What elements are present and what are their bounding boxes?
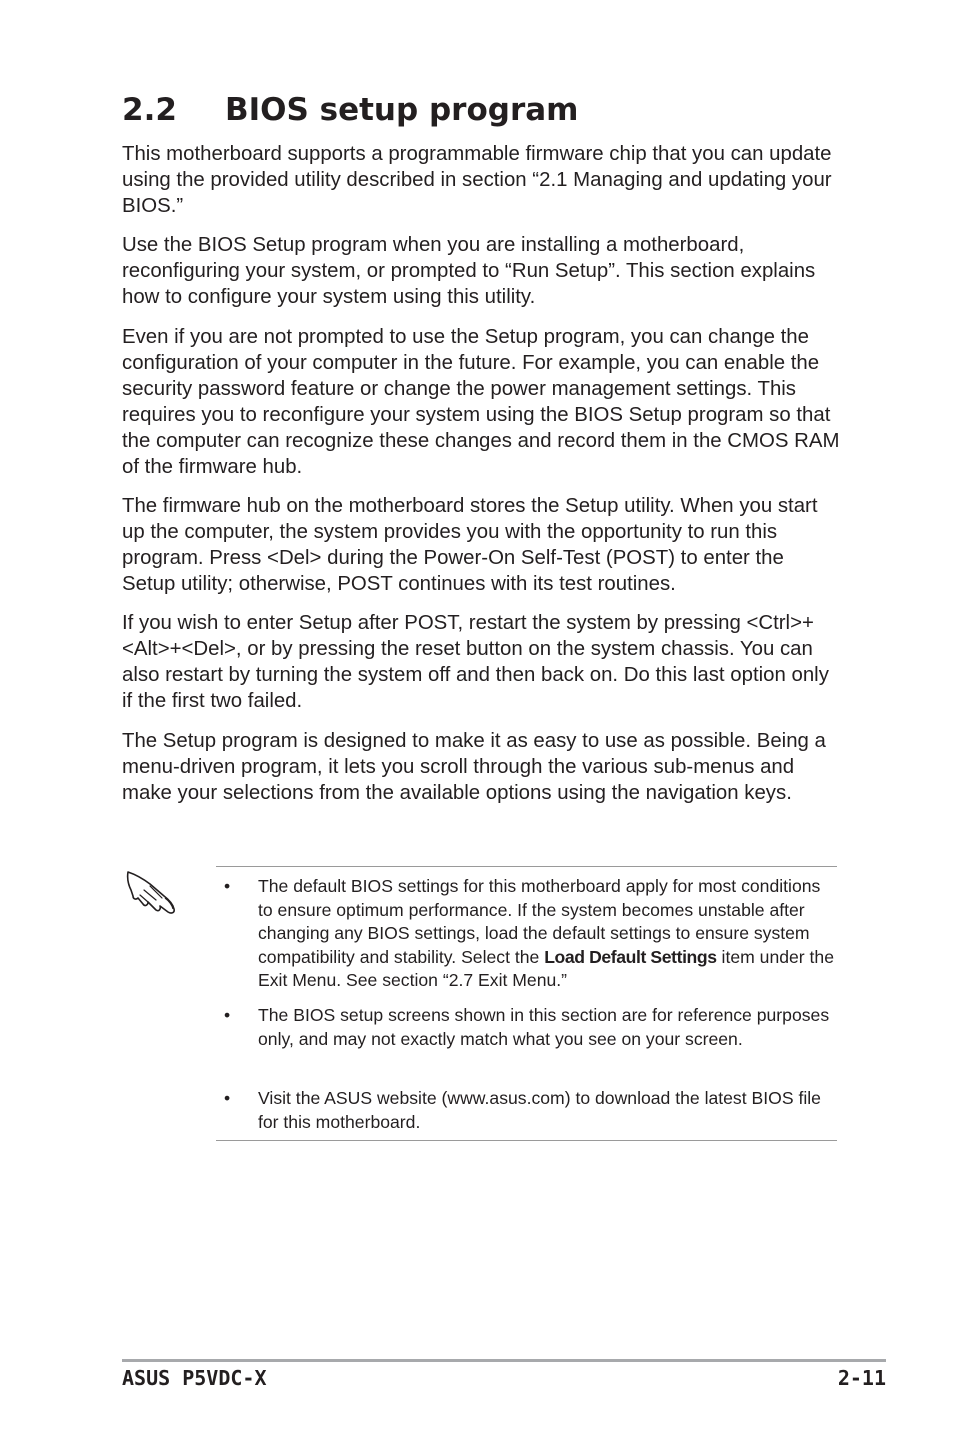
paragraph-firmware-hub: The firmware hub on the motherboard stores the Setup utility. When you start up the computer, the system provides you with the opportunity to run this program. Press <Del> during the Power-On Self-Test (POST) to enter the Setup utility; otherwise, POST continues with its test routines. [122, 495, 818, 595]
note-item [216, 1004, 837, 1051]
paragraph-restart: If you wish to enter Setup after POST, restart the system by pressing <Ctrl>+<Alt>+<Del>, or by pressing the reset button on the system chassis. You can also restart by turning the system off and then back on. Do this last option only if the first two failed. [122, 612, 829, 712]
bullet-icon: • [224, 876, 231, 896]
section-number: 2.2 [122, 92, 177, 128]
section-heading [122, 90, 578, 130]
pointing-hand-icon [124, 868, 178, 916]
note-text: Visit the ASUS website (www.asus.com) to download the latest BIOS file for this motherboard. [258, 1088, 821, 1132]
paragraph-reconfigure: Even if you are not prompted to use the Setup program, you can change the configuration of your computer in the future. For example, you can enable the security password feature or change the power management settings. This requires you to reconfigure your system using the BIOS Setup program so that the computer can recognize these changes and record them in the CMOS RAM of the firmware hub. [122, 326, 840, 478]
note-text: The BIOS setup screens shown in this section are for reference purposes only, and may not exactly match what you see on your screen. [258, 1005, 830, 1049]
paragraph-usage: Use the BIOS Setup program when you are installing a motherboard, reconfiguring your system, or prompted to “Run Setup”. This section explains how to configure your system using this utility. [122, 234, 816, 308]
load-default-settings-label: Load Default Settings [544, 946, 717, 967]
bullet-icon: • [224, 1005, 231, 1025]
section-title: BIOS setup program [225, 92, 579, 128]
note-item [216, 1087, 837, 1134]
note-item [216, 875, 837, 993]
footer-product-name: ASUS P5VDC-X [122, 1366, 267, 1390]
paragraph-intro: This motherboard supports a programmable firmware chip that you can update using the provided utility described in section “2.1 Managing and updating your BIOS.” [122, 143, 832, 217]
footer-divider [122, 1359, 886, 1362]
paragraph-navigation: The Setup program is designed to make it as easy to use as possible. Being a menu-driven program, it lets you scroll through the various sub-menus and make your selections from the available options using the navigation keys. [122, 730, 826, 804]
note-text: The default BIOS settings for this motherboard apply for most conditions to ensure optimum performance. If the system becomes unstable after changing any BIOS settings, load the default settings to ensure system compatibility and stability. Select the Load Default Settings item under the Exit Menu. See section “2.7 Exit Menu.” [258, 876, 834, 990]
footer-page-number: 2-11 [837, 1366, 886, 1390]
note-box [216, 866, 837, 1141]
bullet-icon: • [224, 1088, 231, 1108]
